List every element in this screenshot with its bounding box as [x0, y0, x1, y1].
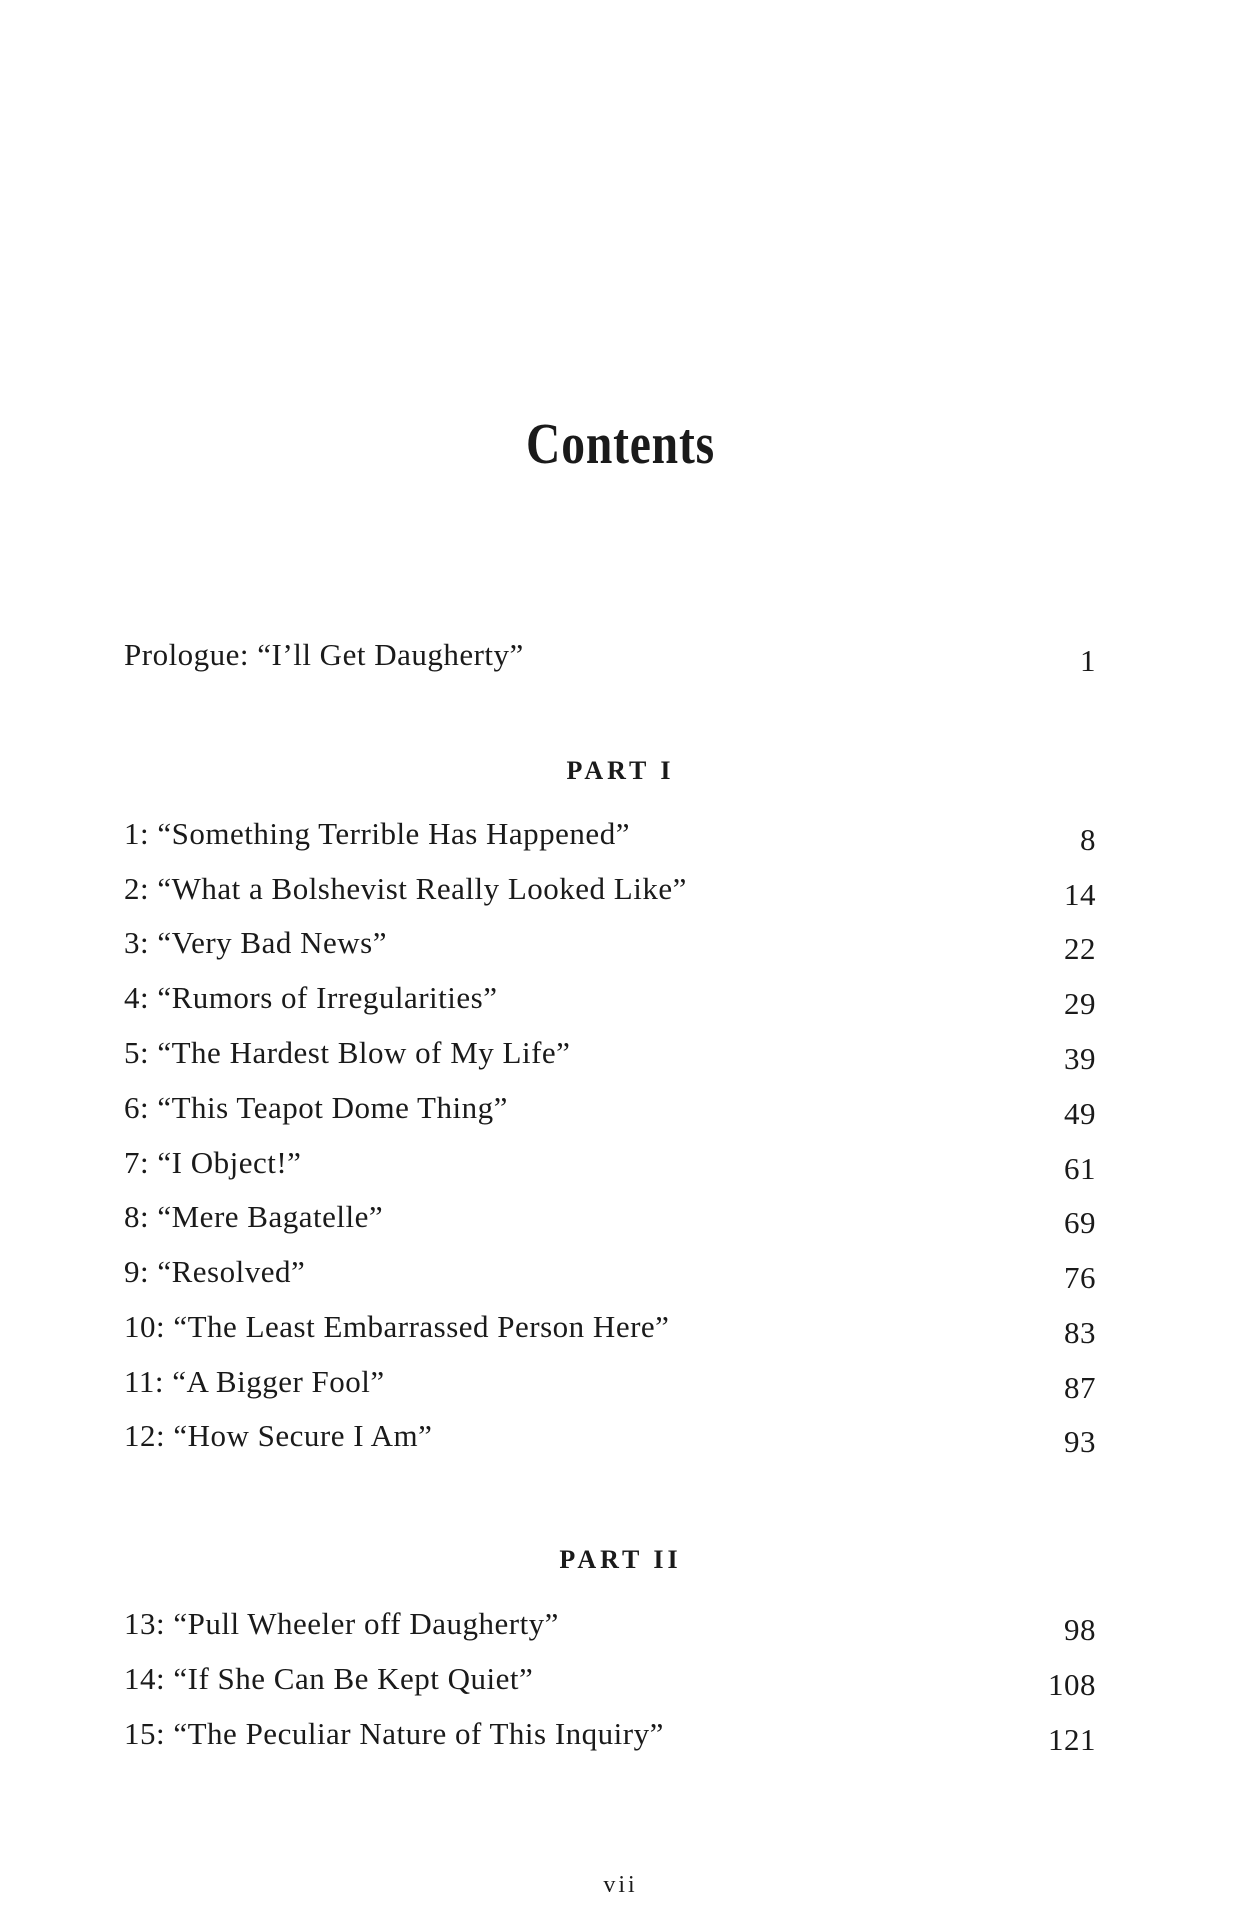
- toc-entry-label: 9: “Resolved”: [124, 1254, 306, 1289]
- toc-entry: [124, 1364, 1096, 1408]
- toc-entry: [124, 1090, 1096, 1134]
- toc-entry-page: 93: [1064, 1424, 1096, 1459]
- toc-entry-label: 11: “A Bigger Fool”: [124, 1364, 385, 1399]
- toc-entry: [124, 980, 1096, 1024]
- page-title: Contents: [526, 411, 715, 476]
- toc-entry-label: 14: “If She Can Be Kept Quiet”: [124, 1661, 534, 1696]
- toc-entry-label: 3: “Very Bad News”: [124, 925, 387, 960]
- toc-entry-page: 14: [1064, 877, 1096, 912]
- toc-entry: [124, 1254, 1096, 1298]
- toc-entry-page: 8: [1080, 822, 1096, 857]
- toc-entry-page: 29: [1064, 986, 1096, 1021]
- toc-entry-page: 69: [1064, 1205, 1096, 1240]
- toc-entry-label: 5: “The Hardest Blow of My Life”: [124, 1035, 571, 1070]
- toc-entry-page: 1: [1080, 643, 1096, 678]
- toc-entry: [124, 1418, 1096, 1462]
- toc-entry-page: 49: [1064, 1096, 1096, 1131]
- part-heading-2: PART II: [559, 1545, 682, 1574]
- toc-entry-label: 2: “What a Bolshevist Really Looked Like”: [124, 871, 687, 906]
- toc-entry-page: 39: [1064, 1041, 1096, 1076]
- toc-entry-label: 15: “The Peculiar Nature of This Inquiry”: [124, 1716, 664, 1751]
- toc-entry-page: 108: [1048, 1667, 1096, 1702]
- toc-entry-page: 61: [1064, 1151, 1096, 1186]
- toc-entry-label: 6: “This Teapot Dome Thing”: [124, 1090, 508, 1125]
- toc-entry-page: 76: [1064, 1260, 1096, 1295]
- toc-entry: [124, 1035, 1096, 1079]
- toc-entry: [124, 1309, 1096, 1353]
- toc-entry-label: 10: “The Least Embarrassed Person Here”: [124, 1309, 670, 1344]
- toc-entry: [124, 925, 1096, 969]
- toc-entry-page: 98: [1064, 1612, 1096, 1647]
- toc-entry: [124, 1199, 1096, 1243]
- toc-entry-page: 87: [1064, 1370, 1096, 1405]
- toc-entry-label: 8: “Mere Bagatelle”: [124, 1199, 384, 1234]
- toc-entry-page: 22: [1064, 931, 1096, 966]
- toc-entry: [124, 816, 1096, 860]
- toc-entry-label: 1: “Something Terrible Has Happened”: [124, 816, 630, 851]
- toc-entry-page: 121: [1048, 1722, 1096, 1757]
- part-heading-1: PART I: [566, 756, 675, 785]
- toc-entry-page: 83: [1064, 1315, 1096, 1350]
- toc-entry-label: 13: “Pull Wheeler off Daugherty”: [124, 1606, 559, 1641]
- page-number: vii: [603, 1872, 638, 1898]
- toc-entry: [124, 1145, 1096, 1189]
- toc-entry-label: 4: “Rumors of Irregularities”: [124, 980, 498, 1015]
- toc-entry-prologue: [124, 637, 1096, 681]
- toc-entry-label: Prologue: “I’ll Get Daugherty”: [124, 637, 524, 672]
- toc-entry-label: 12: “How Secure I Am”: [124, 1418, 433, 1453]
- toc-entry: [124, 1606, 1096, 1650]
- toc-entry-label: 7: “I Object!”: [124, 1145, 302, 1180]
- toc-entry: [124, 1716, 1096, 1760]
- toc-entry: [124, 1661, 1096, 1705]
- toc-entry: [124, 871, 1096, 915]
